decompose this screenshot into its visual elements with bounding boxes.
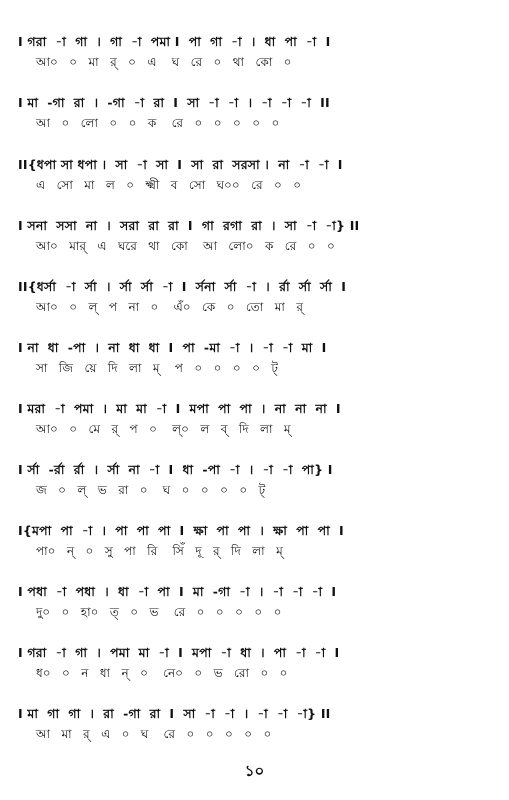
notes-line: I গরা -া গা । পমা মা -া I মপা -া ধা । পা -া -া I (18, 645, 340, 660)
lyrics-line: জ ০ ল্ ভ রা ০ ঘ ০ ০ ০ ০ ট্ (36, 483, 266, 497)
notes-line: I পধা -া পধা । ধা -া পা I মা -গা -া । -া -া -া I (18, 584, 337, 599)
notation-row (18, 582, 488, 622)
notes-line: I মরা -া পমা । মা মা -া I মপা পা পা । না না না I (18, 401, 341, 416)
notation-row (18, 643, 488, 683)
lyrics-line: আ ০ লো ০ ০ ক রে ০ ০ ০ ০ ০ (36, 116, 280, 130)
notes-line: I না ধা -পা । না ধা ধা I পা -মা -া । -া -া মা I (18, 340, 327, 355)
notes-line: I{মপা পা -া । পা পা পা I ক্ষা পা পা । ক্ষা পা পা I (18, 523, 344, 538)
lyrics-line: পা০ ন্ ০ সু পা রি সিঁ দূ র্ দি লা ম্ (36, 544, 283, 558)
lyrics-line: আ০ মার্ এ ঘরে থা কো আ লো০ ক রে ০ ০ (36, 239, 335, 253)
lyrics-line: আ মা র্ এ ০ ঘ রে ০ ০ ০ ০ ০ (36, 727, 272, 741)
lyrics-line: সা জি য়ে দি লা ম্ প ০ ০ ০ ০ ট্ (36, 361, 278, 375)
lyrics-line: আ০ ০ মে র্ প ০ ল্০ ল ব্ দি লা ম্ (36, 422, 291, 436)
notation-row (18, 460, 488, 500)
notes-line: I মা গা গা । রা -গা রা I সা -া -া । -া -া -া} II (18, 706, 331, 721)
notation-row (18, 32, 488, 72)
lyrics-line: দু০ ০ হা০ ত্ ০ ভ রে ০ ০ ০ ০ ০ (36, 605, 282, 619)
notation-row (18, 521, 488, 561)
notes-line: I গরা -া গা । গা -া পমা I পা গা -া । ধা পা -া I (18, 34, 331, 49)
notation-row (18, 338, 488, 378)
lyrics-line: আ০ ০ মা র্ ০ এ ঘ রে ০ থা কো ০ (36, 55, 292, 69)
notation-row (18, 399, 488, 439)
lyrics-line: এ সো মা ল ০ ক্ষ্মী ব সো ঘ০০ রে ০ ০ (36, 178, 302, 192)
notes-line: I মা -গা রা । -গা -া রা I সা -া -া । -া -া -া II (18, 95, 330, 110)
lyrics-line: ধ০ ০ ন ধা ন্ ০ নে০ ০ ভ রো ০ ০ (36, 666, 288, 680)
notes-line: II{ধর্সা -া র্সা । র্সা র্সা -া I র্সনা র্সা -া । র্রা র্সা র্সা I (18, 279, 347, 294)
notation-row (18, 216, 488, 256)
notation-row (18, 155, 488, 195)
notation-row (18, 277, 488, 317)
notation-row (18, 704, 488, 744)
notation-row (18, 93, 488, 133)
lyrics-line: আ০ ০ ল্ প না ০ এঁ০ কে ০ তো মা র্ (36, 300, 303, 314)
notes-line: II{ধপা সা ধপা । সা -া সা I সা রা সরসা । না -া -া I (18, 157, 343, 172)
notes-line: I র্সা -র্রা র্রা । র্সা না -া I ধা -পা -া । -া -া পা} I (18, 462, 333, 477)
page-number: ১০ (244, 762, 265, 780)
notes-line: I সনা সসা না । সরা রা রা I গা রগা রা । সা -া -া} II (18, 218, 360, 233)
